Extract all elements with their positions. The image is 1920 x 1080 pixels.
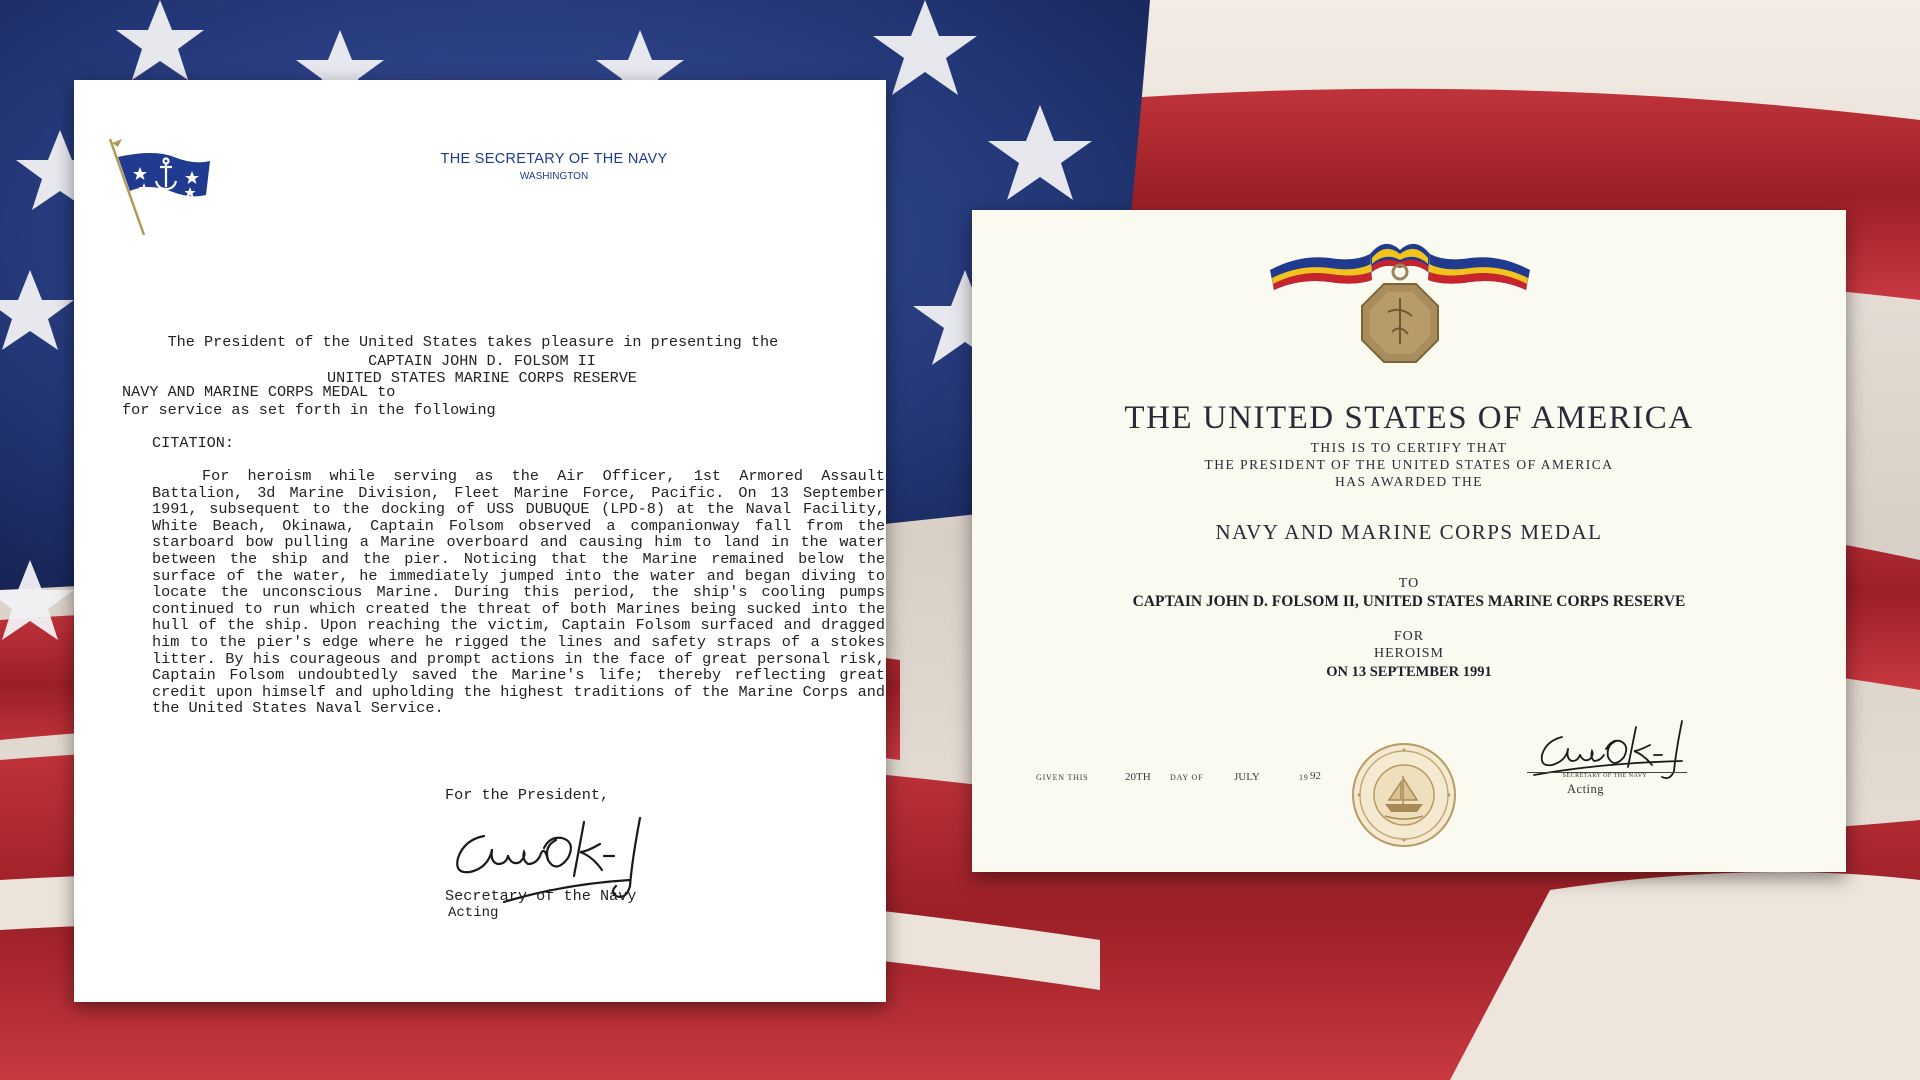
certificate-title: THE UNITED STATES OF AMERICA <box>1124 400 1694 436</box>
medal-certificate <box>972 210 1846 872</box>
to-label: TO <box>1398 576 1420 591</box>
citation-text: For heroism while serving as the Air Officer, 1st Armored Assault Battalion, 3d Marine Division, Fleet Marine Force, Pacific. On 13 September 1991, subsequent to the docking of USS DUBUQUE (LPD-8) at the Naval Facility, White Beach, Okinawa, Captain Folsom observed a companionway fall from the starboard bow pulling a Marine overboard and causing him to land in the water between the ship and the pier. Noticing that the Marine remained below the surface of the water, he immediately jumped into the water and began diving to locate the unconscious Marine. During this period, the ship's cooling pumps continued to run which created the threat of both Marines being sucked into the hull of the ship. Upon reaching the victim, Captain Folsom surfaced and dragged him to the pier's edge where he rigged the lines and safety straps of a stokes litter. By his courageous and prompt actions in the face of great personal risk, Captain Folsom undoubtedly saved the Marine's life; thereby reflecting great credit upon himself and upholding the highest traditions of the Marine Corps and the United States Naval Service. <box>152 467 885 718</box>
service-line: for service as set forth in the following <box>122 401 496 419</box>
award-reason <box>972 628 1846 662</box>
intro-line-1: The President of the United States takes pleasure in presenting the <box>122 333 779 352</box>
year-prefix: 19 <box>1299 773 1309 782</box>
closing-line: For the President, <box>445 786 610 804</box>
given-month: JULY <box>1234 771 1260 783</box>
certify-statement <box>972 439 1846 490</box>
signer-status: Acting <box>448 905 499 921</box>
citation-letter <box>74 80 886 1002</box>
given-day: 20TH <box>1125 771 1151 783</box>
certify-line-1: THIS IS TO CERTIFY THAT <box>1310 440 1508 455</box>
for-label: FOR <box>1393 629 1425 644</box>
certificate-recipient: CAPTAIN JOHN D. FOLSOM II, UNITED STATES MARINE CORPS RESERVE <box>1132 593 1686 610</box>
recipient-unit: UNITED STATES MARINE CORPS RESERVE <box>327 368 637 387</box>
given-label: GIVEN THIS <box>1036 773 1089 782</box>
given-year: 92 <box>1310 770 1321 782</box>
signer-title: Secretary of the Navy <box>445 887 637 905</box>
reason-text: HEROISM <box>1373 646 1444 661</box>
recipient-name: CAPTAIN JOHN D. FOLSOM II <box>368 352 596 370</box>
letterhead-subtitle: WASHINGTON <box>519 171 589 182</box>
department-of-navy-seal-icon <box>1351 742 1457 848</box>
certificate-signer-caption: SECRETARY OF THE NAVY <box>1562 773 1648 779</box>
letter-recipient <box>122 353 842 386</box>
day-of-label: DAY OF <box>1170 773 1204 782</box>
certificate-signer-status: Acting <box>1567 782 1605 796</box>
award-date: ON 13 SEPTEMBER 1991 <box>1326 664 1492 680</box>
certify-line-2: THE PRESIDENT OF THE UNITED STATES OF AMERICA <box>1204 457 1614 472</box>
certify-line-3: HAS AWARDED THE <box>1335 474 1483 489</box>
medal-emblem-icon <box>1260 228 1540 378</box>
medal-name: NAVY AND MARINE CORPS MEDAL <box>1215 520 1603 544</box>
letterhead-title: THE SECRETARY OF THE NAVY <box>440 151 668 167</box>
citation-label: CITATION: <box>152 434 235 452</box>
intro-line-2: NAVY AND MARINE CORPS MEDAL to <box>122 382 396 401</box>
navy-secretary-flag-icon <box>104 135 214 245</box>
